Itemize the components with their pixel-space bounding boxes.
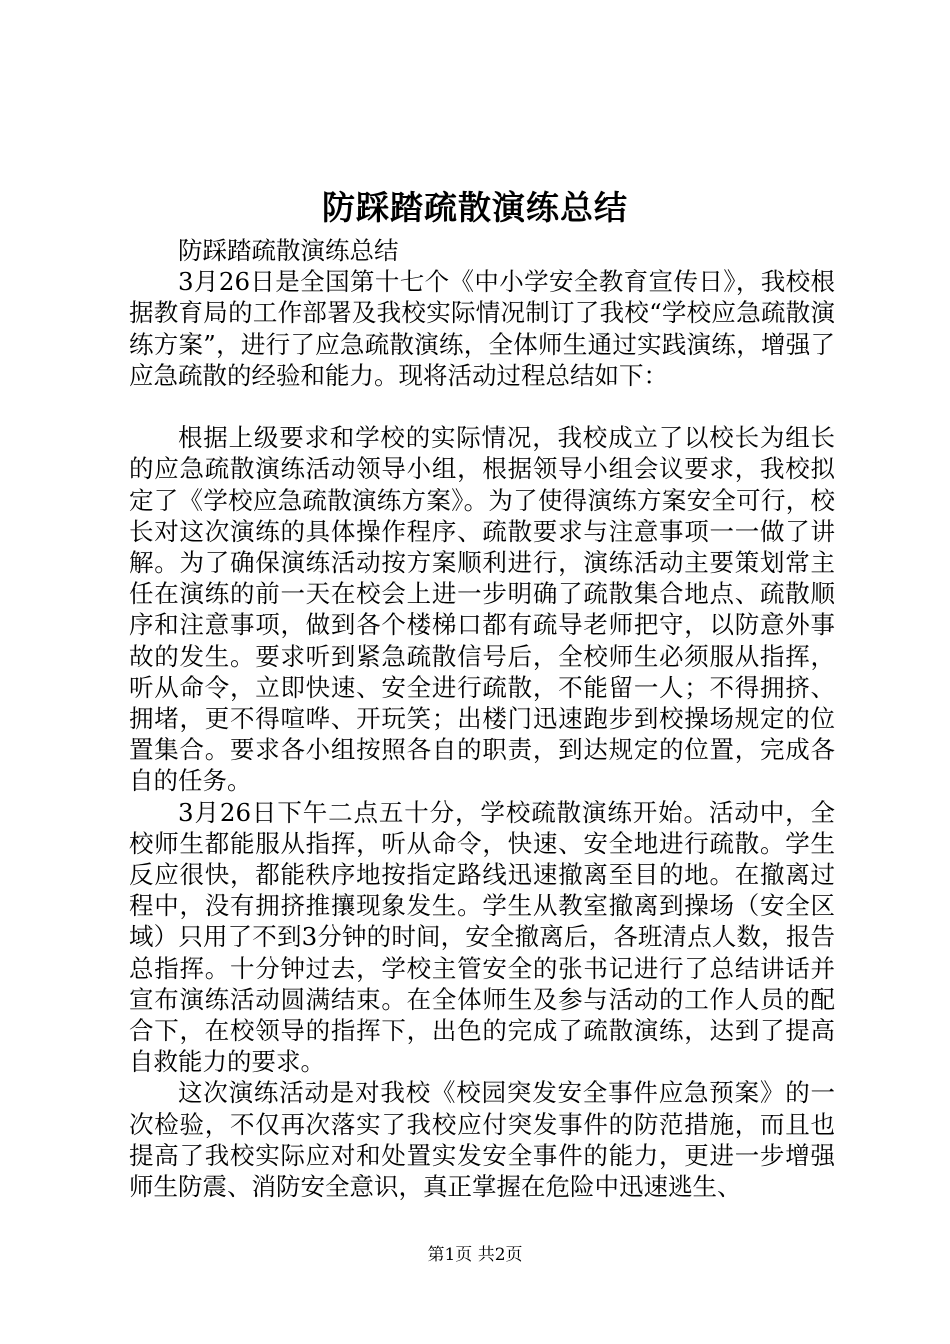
- intro-paragraph: 3月26日是全国第十七个《中小学安全教育宣传日》，我校根据教育局的工作部署及我校实际情况制订了我校“学校应急疏散演练方案”，进行了应急疏散演练，全体师生通过实践演练，增强了应急疏散的经验和能力。现将活动过程总结如下：: [129, 267, 835, 390]
- document-title: 防踩踏疏散演练总结: [322, 188, 628, 227]
- preparation-paragraph: 根据上级要求和学校的实际情况，我校成立了以校长为组长的应急疏散演练活动领导小组，根据领导小组会议要求，我校拟定了《学校应急疏散演练方案》。为了使得演练方案安全可行，校长对这次演练的具体操作程序、疏散要求与注意事项一一做了讲解。为了确保演练活动按方案顺利进行，演练活动主要策划常主任在演练的前一天在校会上进一步明确了疏散集合地点、疏散顺序和注意事项，做到各个楼梯口都有疏导老师把守，以防意外事故的发生。要求听到紧急疏散信号后，全校师生必须服从指挥，听从命令，立即快速、安全进行疏散，不能留一人；不得拥挤、拥堵，更不得喧哗、开玩笑；出楼门迅速跑步到校操场规定的位置集合。要求各小组按照各自的职责，到达规定的位置，完成各自的任务。: [129, 423, 835, 796]
- document-body: [129, 235, 835, 1202]
- drill-process-paragraph: 3月26日下午二点五十分，学校疏散演练开始。活动中，全校师生都能服从指挥，听从命令，快速、安全地进行疏散。学生反应很快，都能秩序地按指定路线迅速撤离至目的地。在撤离过程中，没有拥挤推攘现象发生。学生从教室撤离到操场（安全区域）只用了不到3分钟的时间，安全撤离后，各班清点人数，报告总指挥。十分钟过去，学校主管安全的张书记进行了总结讲话并宣布演练活动圆满结束。在全体师生及参与活动的工作人员的配合下，在校领导的指挥下，出色的完成了疏散演练，达到了提高自救能力的要求。: [129, 797, 835, 1077]
- page-footer: 第1页 共2页: [427, 1245, 523, 1265]
- conclusion-paragraph: 这次演练活动是对我校《校园突发安全事件应急预案》的一次检验，不仅再次落实了我校应付突发事件的防范措施，而且也提高了我校实际应对和处置实发安全事件的能力，更进一步增强师生防震、消防安全意识，真正掌握在危险中迅速逃生、: [129, 1078, 835, 1202]
- subtitle-paragraph: 防踩踏疏散演练总结: [178, 236, 399, 265]
